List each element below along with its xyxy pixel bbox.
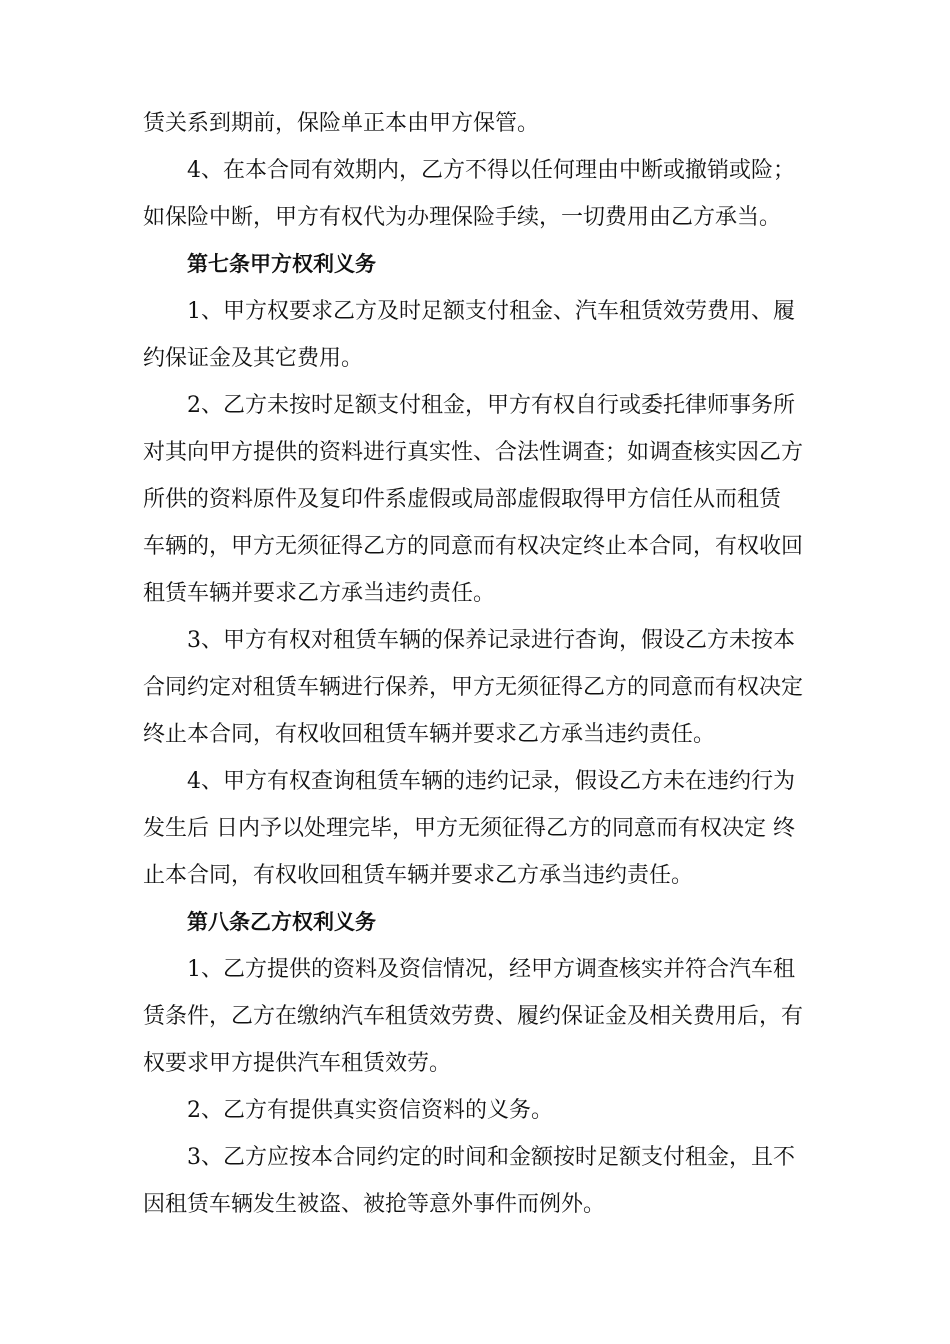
text-line: 3、甲方有权对租赁车辆的保养记录进行杳询，假设乙方未按本 bbox=[187, 628, 795, 653]
section-heading: 第七条甲方权利义务 bbox=[187, 252, 376, 276]
text-line: 1、甲方权要求乙方及时足额支付租金、汽车租赁效劳费用、履 bbox=[187, 299, 795, 324]
text-line: 因租赁车辆发生被盗、被抢等意外事件而例外。 bbox=[143, 1192, 606, 1217]
text-line: 4、在本合同有效期内，乙方不得以任何理由中断或撤销或险； bbox=[187, 158, 795, 183]
text-line: 止本合同，有权收回租赁车辆并要求乙方承当违约责任。 bbox=[143, 863, 694, 888]
text-line: 如保险中断，甲方有权代为办理保险手续，一切费用由乙方承当。 bbox=[143, 205, 782, 230]
text-line: 车辆的，甲方无须征得乙方的同意而有权决定终止本合同，有权收回 bbox=[143, 534, 804, 559]
text-line: 合同约定对租赁车辆进行保养，甲方无须征得乙方的同意而有权决定 bbox=[143, 675, 804, 700]
document-body bbox=[143, 100, 823, 1228]
text-line: 4、甲方有权查询租赁车辆的违约记录，假设乙方未在违约行为 bbox=[187, 769, 795, 794]
text-line: 所供的资料原件及复印件系虚假或局部虚假取得甲方信任从而租赁 bbox=[143, 487, 782, 512]
text-line: 终止本合同，有权收回租赁车辆并要求乙方承当违约责任。 bbox=[143, 722, 716, 747]
text-line: 2、乙方未按时足额支付租金，甲方有权自行或委托律师事务所 bbox=[187, 393, 795, 418]
text-line: 2、乙方有提供真实资信资料的义务。 bbox=[187, 1098, 553, 1123]
text-line: 权要求甲方提供汽车租赁效劳。 bbox=[143, 1051, 452, 1076]
text-line: 赁关系到期前，保险单正本由甲方保管。 bbox=[143, 111, 540, 136]
text-line: 对其向甲方提供的资料进行真实性、合法性调查；如调查核实因乙方 bbox=[143, 440, 804, 465]
text-line: 赁条件，乙方在缴纳汽车租赁效劳费、履约保证金及相关费用后，有 bbox=[143, 1004, 804, 1029]
text-line: 发生后 日内予以处理完毕，甲方无须征得乙方的同意而有权决定 终 bbox=[143, 816, 795, 841]
text-line: 1、乙方提供的资料及资信情况，经甲方调查核实并符合汽车租 bbox=[187, 957, 795, 982]
text-line: 3、乙方应按本合同约定的时间和金额按时足额支付租金，且不 bbox=[187, 1145, 795, 1170]
text-line: 租赁车辆并要求乙方承当违约责任。 bbox=[143, 581, 496, 606]
text-line: 约保证金及其它费用。 bbox=[143, 346, 364, 371]
section-heading: 第八条乙方权利义务 bbox=[187, 910, 376, 934]
